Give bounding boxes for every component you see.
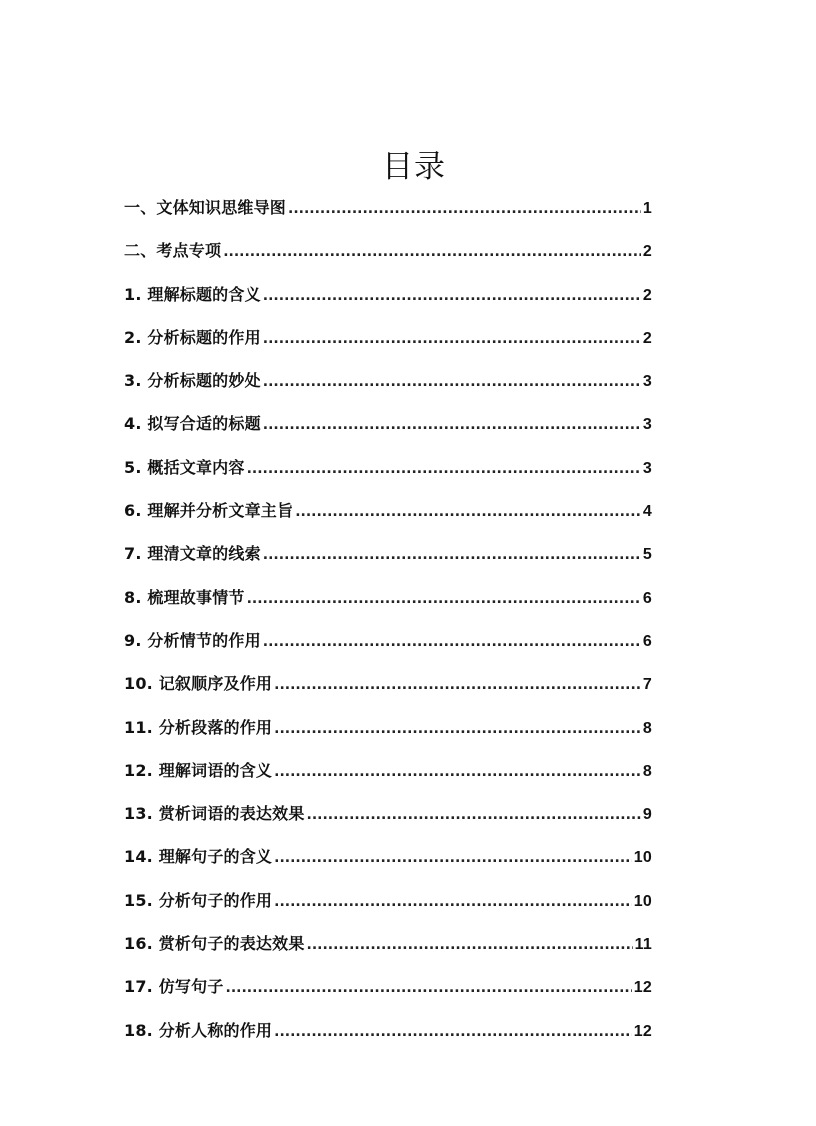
toc-entry[interactable] [124, 837, 652, 880]
toc-entry[interactable] [124, 1011, 652, 1054]
toc-entry-label: 12. 理解词语的含义 [124, 760, 273, 780]
toc-entry[interactable] [124, 361, 652, 404]
toc-entry-page: 12 [633, 979, 652, 997]
toc-entry-label: 一、文体知识思维导图 [124, 198, 287, 217]
toc-entry[interactable] [124, 491, 652, 534]
table-of-contents [124, 188, 652, 1054]
toc-entry[interactable] [124, 664, 652, 707]
toc-entry-label: 二、考点专项 [124, 241, 222, 261]
toc-entry-page: 6 [642, 632, 652, 650]
dot-leader [274, 752, 641, 792]
dot-leader [274, 838, 632, 878]
dot-leader [307, 795, 641, 835]
toc-entry-label: 6. 理解并分析文章主旨 [124, 501, 294, 521]
toc-entry-label: 8. 梳理故事情节 [124, 587, 245, 607]
toc-entry-page: 8 [642, 762, 652, 780]
toc-entry-page: 3 [642, 373, 652, 391]
toc-entry-label: 10. 记叙顺序及作用 [124, 674, 273, 694]
toc-entry-page: 4 [642, 503, 652, 521]
toc-entry[interactable] [124, 534, 652, 577]
toc-entry-label: 2. 分析标题的作用 [124, 327, 261, 347]
toc-entry-label: 4. 拟写合适的标题 [124, 414, 261, 434]
toc-entry-page: 1 [642, 200, 652, 217]
toc-entry-page: 2 [642, 243, 652, 261]
dot-leader [274, 1012, 632, 1052]
dot-leader [223, 232, 641, 272]
toc-entry-label: 5. 概括文章内容 [124, 457, 245, 477]
toc-entry[interactable] [124, 578, 652, 621]
toc-entry[interactable] [124, 751, 652, 794]
dot-leader [274, 665, 641, 705]
toc-title: 目录 [382, 149, 446, 185]
toc-entry-page: 7 [642, 676, 652, 694]
toc-entry-label: 11. 分析段落的作用 [124, 717, 273, 737]
dot-leader [247, 579, 641, 619]
toc-entry-label: 3. 分析标题的妙处 [124, 371, 261, 391]
toc-entry-page: 2 [642, 329, 652, 347]
toc-entry[interactable] [124, 967, 652, 1010]
toc-entry-page: 3 [642, 416, 652, 434]
toc-entry-page: 11 [634, 936, 652, 954]
toc-entry-page: 8 [642, 719, 652, 737]
toc-entry[interactable] [124, 188, 652, 231]
dot-leader [226, 968, 632, 1008]
toc-entry[interactable] [124, 708, 652, 751]
toc-entry[interactable] [124, 275, 652, 318]
toc-entry[interactable] [124, 924, 652, 967]
toc-entry-label: 18. 分析人称的作用 [124, 1020, 273, 1040]
dot-leader [295, 492, 641, 532]
toc-entry-page: 10 [633, 892, 652, 910]
dot-leader [263, 319, 641, 359]
toc-entry[interactable] [124, 621, 652, 664]
dot-leader [263, 405, 641, 445]
toc-entry[interactable] [124, 881, 652, 924]
toc-entry-page: 5 [642, 546, 652, 564]
toc-entry-label: 1. 理解标题的含义 [124, 284, 261, 304]
toc-entry-page: 2 [642, 286, 652, 304]
toc-entry[interactable] [124, 404, 652, 447]
toc-entry-page: 6 [642, 589, 652, 607]
toc-entry-label: 15. 分析句子的作用 [124, 890, 273, 910]
toc-entry-label: 7. 理清文章的线索 [124, 544, 261, 564]
toc-entry-label: 17. 仿写句子 [124, 977, 224, 997]
toc-entry[interactable] [124, 794, 652, 837]
dot-leader [307, 925, 633, 965]
toc-entry-page: 3 [642, 459, 652, 477]
toc-entry-label: 9. 分析情节的作用 [124, 630, 261, 650]
toc-entry-page: 9 [642, 806, 652, 824]
toc-entry-page: 12 [633, 1022, 652, 1040]
dot-leader [263, 362, 641, 402]
toc-entry[interactable] [124, 231, 652, 274]
dot-leader [247, 449, 641, 489]
toc-entry[interactable] [124, 318, 652, 361]
toc-entry-label: 16. 赏析句子的表达效果 [124, 934, 305, 954]
toc-entry[interactable] [124, 448, 652, 491]
toc-entry-label: 14. 理解句子的含义 [124, 847, 273, 867]
toc-entry-page: 10 [633, 849, 652, 867]
dot-leader [274, 882, 632, 922]
dot-leader [274, 709, 641, 749]
toc-entry-label: 13. 赏析词语的表达效果 [124, 804, 305, 824]
dot-leader [263, 622, 641, 662]
dot-leader [263, 535, 641, 575]
dot-leader [288, 189, 641, 229]
dot-leader [263, 276, 641, 316]
